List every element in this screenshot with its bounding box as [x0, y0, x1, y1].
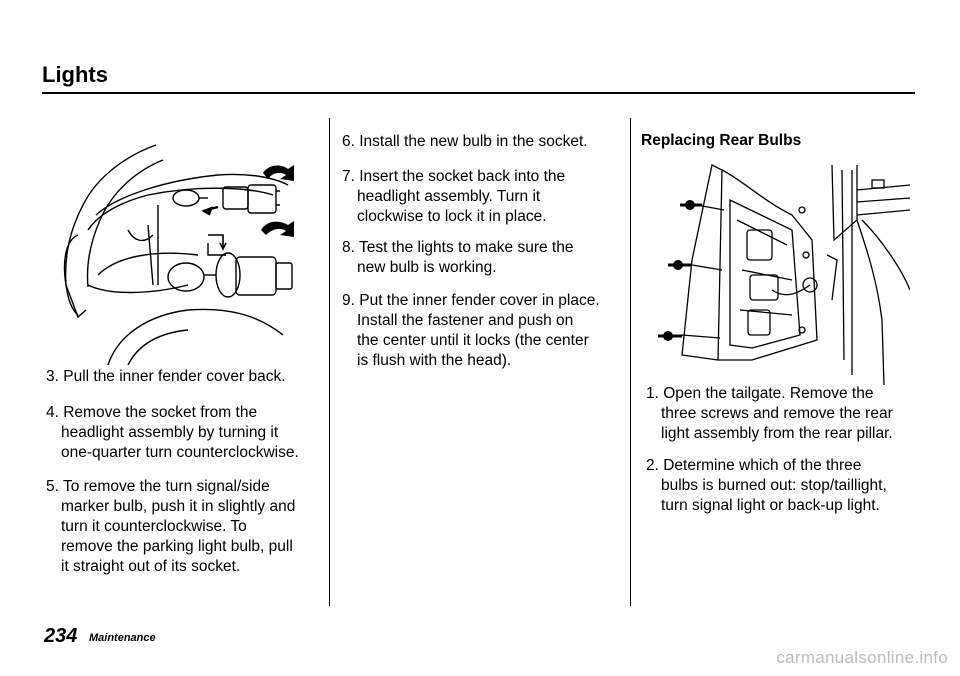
page-number: 234 — [44, 625, 78, 647]
page-title: Lights — [42, 62, 108, 87]
right-step-2: 2. Determine which of the three bulbs is burned out: stop/taillight, turn signal light or back-up light. — [646, 457, 887, 514]
rear-bulbs-heading: Replacing Rear Bulbs — [641, 132, 802, 149]
middle-step-7: 7. Insert the socket back into the headlight assembly. Turn it clockwise to lock it in place. — [342, 168, 566, 225]
headlight-bulb-illustration — [58, 135, 313, 365]
middle-step-8: 8. Test the lights to make sure the new bulb is working. — [342, 239, 574, 276]
left-step-4: 4. Remove the socket from the headlight assembly by turning it one-quarter turn counterclockwise. — [46, 404, 299, 461]
middle-step-6: 6. Install the new bulb in the socket. — [342, 133, 588, 150]
rear-light-illustration — [652, 160, 910, 385]
middle-step-9: 9. Put the inner fender cover in place. Install the fastener and push on the center until it locks (the center is flush with the head). — [342, 292, 600, 369]
section-label: Maintenance — [89, 632, 156, 644]
watermark: carmanualsonline.info — [776, 648, 948, 667]
column-divider-right — [630, 118, 631, 606]
header-rule — [42, 92, 915, 94]
left-step-5: 5. To remove the turn signal/side marker bulb, push it in slightly and turn it counterclockwise. To remove the parking light bulb, pull it straight out of its socket. — [46, 478, 296, 575]
right-step-1: 1. Open the tailgate. Remove the three screws and remove the rear light assembly from the rear pillar. — [646, 385, 893, 442]
left-step-3: 3. Pull the inner fender cover back. — [46, 368, 286, 385]
column-divider-left — [329, 118, 330, 606]
